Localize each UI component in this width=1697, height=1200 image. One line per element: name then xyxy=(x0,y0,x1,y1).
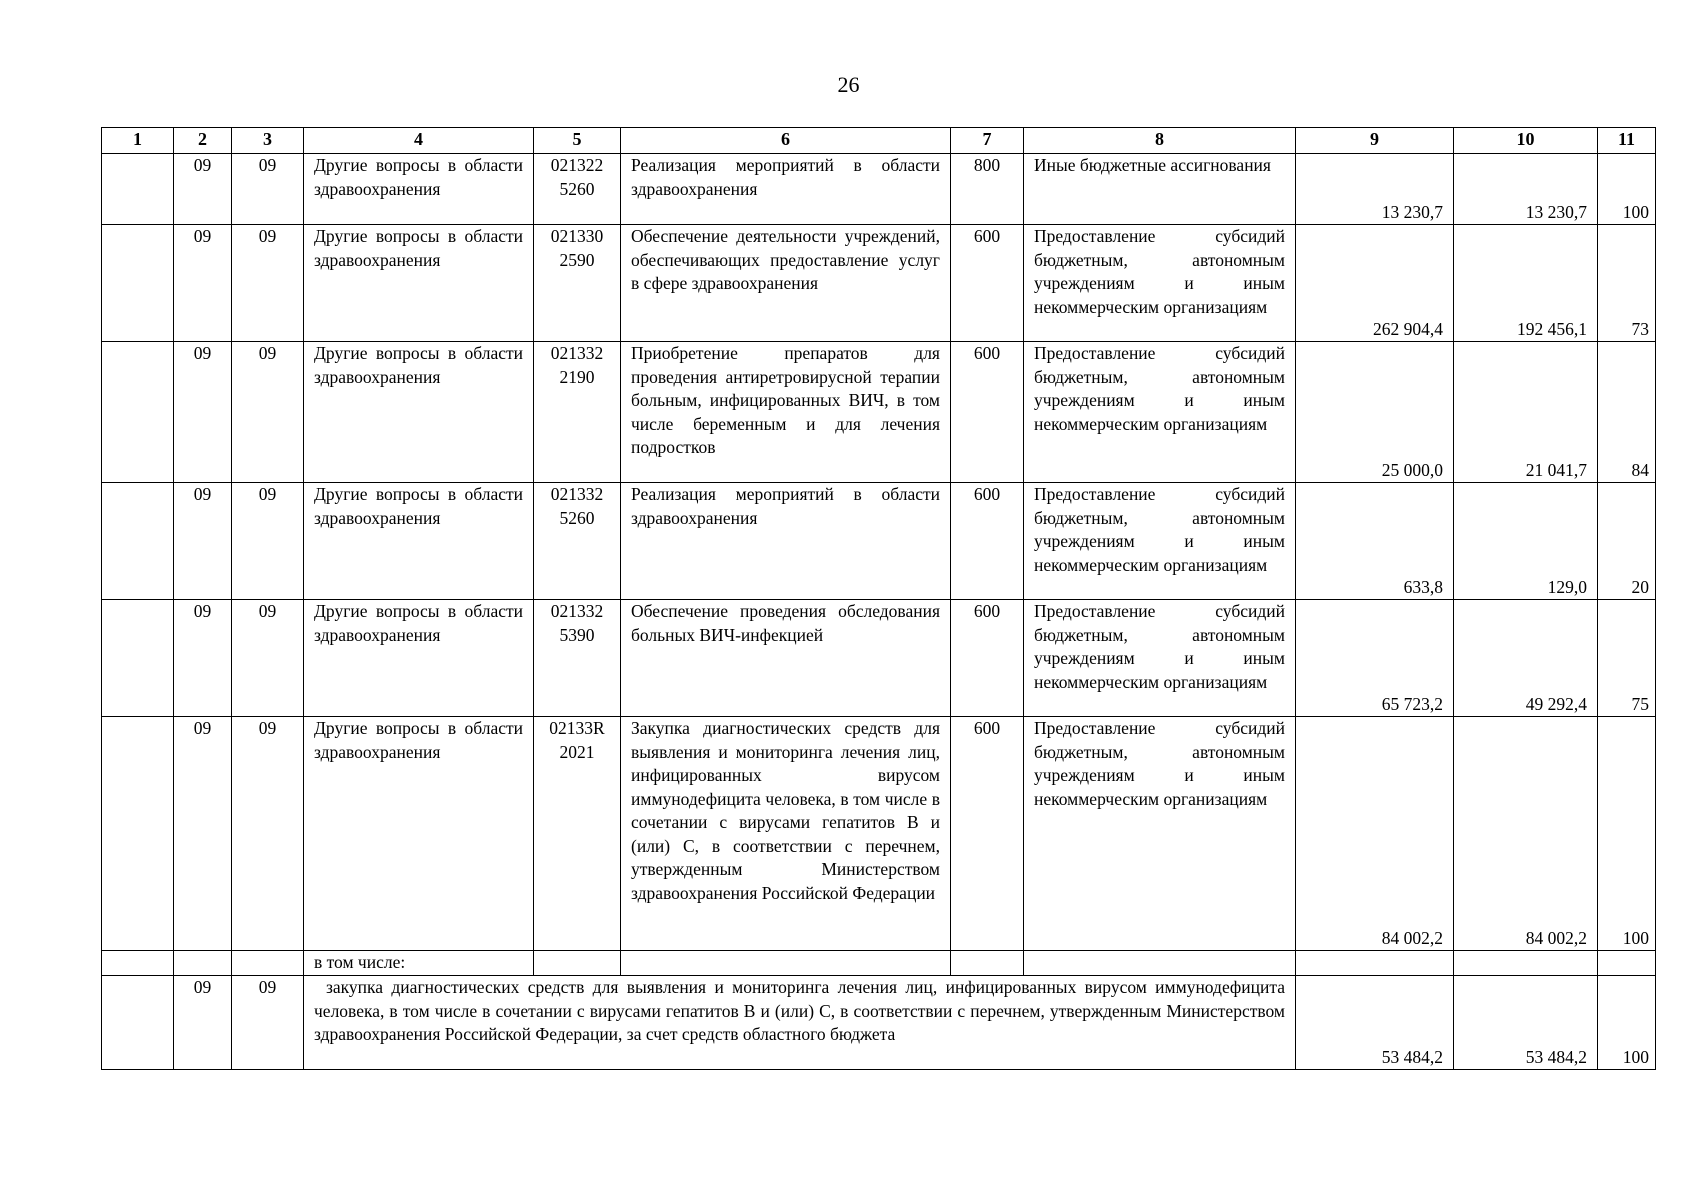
column-header: 6 xyxy=(621,128,951,154)
cell-percent: 73 xyxy=(1598,225,1656,342)
cell-col1 xyxy=(102,225,174,342)
cell-name: Другие вопросы в области здравоохранения xyxy=(304,600,534,717)
cell-expense-name: Предоставление субсидий бюджетным, автономным учреждениям и иным некоммерческим организациям xyxy=(1024,600,1296,717)
cell-percent: 100 xyxy=(1598,154,1656,225)
cell-description: Обеспечение деятельности учреждений, обеспечивающих предоставление услуг в сфере здравоохранения xyxy=(621,225,951,342)
cell-plan-amount: 84 002,2 xyxy=(1296,717,1454,951)
cell-actual-amount: 192 456,1 xyxy=(1454,225,1598,342)
cell-percent: 84 xyxy=(1598,342,1656,483)
column-header: 5 xyxy=(534,128,621,154)
cell-section: 09 xyxy=(174,225,232,342)
cell-expense-type: 600 xyxy=(951,600,1024,717)
column-header: 3 xyxy=(232,128,304,154)
cell-target-code: 021332 5390 xyxy=(534,600,621,717)
cell-col1 xyxy=(102,717,174,951)
cell-actual-amount: 21 041,7 xyxy=(1454,342,1598,483)
cell-col1 xyxy=(102,154,174,225)
subheading-label: в том числе: xyxy=(304,951,534,976)
column-header: 11 xyxy=(1598,128,1656,154)
cell-percent: 75 xyxy=(1598,600,1656,717)
cell-plan-amount: 65 723,2 xyxy=(1296,600,1454,717)
cell-actual-amount: 53 484,2 xyxy=(1454,976,1598,1070)
cell-section: 09 xyxy=(174,600,232,717)
cell-target-code: 02133R 2021 xyxy=(534,717,621,951)
cell-expense-name: Предоставление субсидий бюджетным, автономным учреждениям и иным некоммерческим организациям xyxy=(1024,342,1296,483)
cell-plan-amount: 13 230,7 xyxy=(1296,154,1454,225)
cell-plan-amount: 53 484,2 xyxy=(1296,976,1454,1070)
cell-plan-amount: 262 904,4 xyxy=(1296,225,1454,342)
cell-expense-name: Предоставление субсидий бюджетным, автономным учреждениям и иным некоммерческим организациям xyxy=(1024,717,1296,951)
table-row xyxy=(102,225,1656,342)
cell-expense-type: 600 xyxy=(951,483,1024,600)
cell-subsection: 09 xyxy=(232,225,304,342)
cell-percent: 100 xyxy=(1598,976,1656,1070)
cell-description: Приобретение препаратов для проведения антиретровирусной терапии больным, инфицированных ВИЧ, в том числе беременным и для лечения подростков xyxy=(621,342,951,483)
cell-actual-amount: 129,0 xyxy=(1454,483,1598,600)
cell-target-code: 021332 5260 xyxy=(534,483,621,600)
cell-description: Закупка диагностических средств для выявления и мониторинга лечения лиц, инфицированных вирусом иммунодефицита человека, в том числе в сочетании с вирусами гепатитов В и (или) С, в соответствии с перечнем, утвержденным Министерством здравоохранения Российской Федерации xyxy=(621,717,951,951)
cell-plan-amount: 633,8 xyxy=(1296,483,1454,600)
table-row xyxy=(102,600,1656,717)
cell-col1 xyxy=(102,600,174,717)
cell-expense-type: 600 xyxy=(951,225,1024,342)
cell-col1 xyxy=(102,483,174,600)
cell-percent: 20 xyxy=(1598,483,1656,600)
cell-section: 09 xyxy=(174,154,232,225)
cell-subsection: 09 xyxy=(232,717,304,951)
cell-actual-amount: 49 292,4 xyxy=(1454,600,1598,717)
cell-actual-amount: 84 002,2 xyxy=(1454,717,1598,951)
cell-percent: 100 xyxy=(1598,717,1656,951)
budget-table xyxy=(101,127,1656,1070)
cell-expense-name: Иные бюджетные ассигнования xyxy=(1024,154,1296,225)
column-header: 10 xyxy=(1454,128,1598,154)
cell-subsection: 09 xyxy=(232,342,304,483)
cell-col1 xyxy=(102,342,174,483)
column-header: 7 xyxy=(951,128,1024,154)
cell-section: 09 xyxy=(174,483,232,600)
table-row xyxy=(102,976,1656,1070)
cell-subsection: 09 xyxy=(232,154,304,225)
cell-target-code: 021322 5260 xyxy=(534,154,621,225)
cell-name: Другие вопросы в области здравоохранения xyxy=(304,154,534,225)
column-header: 8 xyxy=(1024,128,1296,154)
column-header: 1 xyxy=(102,128,174,154)
column-header: 2 xyxy=(174,128,232,154)
table-row xyxy=(102,154,1656,225)
cell-subsection: 09 xyxy=(232,976,304,1070)
table-row xyxy=(102,342,1656,483)
cell-expense-type: 800 xyxy=(951,154,1024,225)
cell-expense-name: Предоставление субсидий бюджетным, автономным учреждениям и иным некоммерческим организациям xyxy=(1024,483,1296,600)
table-row xyxy=(102,483,1656,600)
cell-name: Другие вопросы в области здравоохранения xyxy=(304,225,534,342)
cell-description: Обеспечение проведения обследования больных ВИЧ-инфекцией xyxy=(621,600,951,717)
cell-name: Другие вопросы в области здравоохранения xyxy=(304,483,534,600)
cell-description: Реализация мероприятий в области здравоохранения xyxy=(621,483,951,600)
cell-section: 09 xyxy=(174,717,232,951)
cell-target-code: 021330 2590 xyxy=(534,225,621,342)
header-row xyxy=(102,128,1656,154)
cell-merged-description: закупка диагностических средств для выявления и мониторинга лечения лиц, инфицированных вирусом иммунодефицита человека, в том числе в сочетании с вирусами гепатитов В и (или) С, в соответствии с перечнем, утвержденным Министерством здравоохранения Российской Федерации, за счет средств областного бюджета xyxy=(304,976,1296,1070)
cell-plan-amount: 25 000,0 xyxy=(1296,342,1454,483)
table-row xyxy=(102,717,1656,951)
cell-section: 09 xyxy=(174,342,232,483)
subheading-row xyxy=(102,951,1656,976)
cell-name: Другие вопросы в области здравоохранения xyxy=(304,342,534,483)
cell-subsection: 09 xyxy=(232,600,304,717)
column-header: 9 xyxy=(1296,128,1454,154)
page-number: 26 xyxy=(837,72,860,97)
cell-description: Реализация мероприятий в области здравоохранения xyxy=(621,154,951,225)
column-header: 4 xyxy=(304,128,534,154)
cell-subsection: 09 xyxy=(232,483,304,600)
cell-actual-amount: 13 230,7 xyxy=(1454,154,1598,225)
cell-section: 09 xyxy=(174,976,232,1070)
cell-expense-name: Предоставление субсидий бюджетным, автономным учреждениям и иным некоммерческим организациям xyxy=(1024,225,1296,342)
cell-expense-type: 600 xyxy=(951,342,1024,483)
cell-name: Другие вопросы в области здравоохранения xyxy=(304,717,534,951)
cell-col1 xyxy=(102,976,174,1070)
cell-expense-type: 600 xyxy=(951,717,1024,951)
cell-target-code: 021332 2190 xyxy=(534,342,621,483)
